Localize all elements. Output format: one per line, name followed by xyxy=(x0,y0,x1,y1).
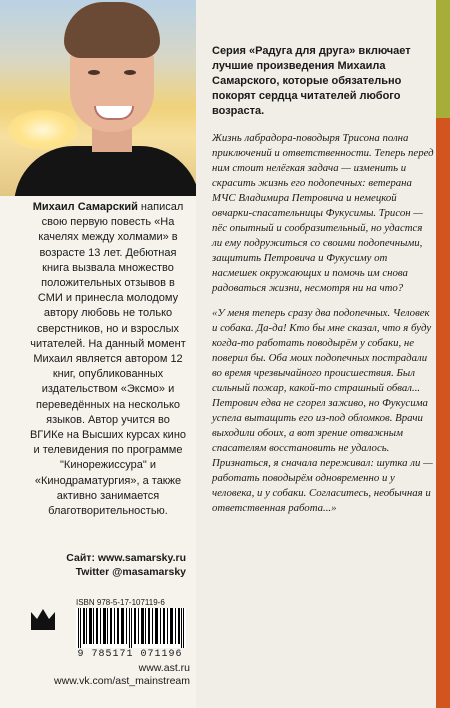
right-column xyxy=(212,44,434,516)
author-name: Михаил Самарский xyxy=(32,201,138,213)
author-bio-text: написал свою первую повесть «На качелях между холмами» в возрасте 13 лет. Дебютная книга вызвала множество положительных отзывов в СМИ и принесла молодому автору любовь не только сверстников, но и взрослых читателей. На данный момент Михаил является автором 12 книг, опубликованных издательством «Эксмо» и переведённых на несколько языков. Автор учится во ВГИКе на Высших курсах кино и телевидения по программе "Кинорежиссура" и «Кинодраматургия», а также активно занимается благотворительностью. xyxy=(29,201,187,518)
book-excerpt: «У меня теперь сразу два подопечных. Человек и собака. Да-да! Кто бы мне сказал, что я буду когда-то работать поводырём у собаки, не поверил бы. Оба моих подопечных пострадали во время чрезвычайного происшествия. Был сильный пожар, какой-то страшный обвал... Петрович едва не сгорел заживо, но Фукусима успела вытащить его из-под обломков. Врачи выходили обоих, а вот зрение отважным спасателям восстановить не удалось. Признаться, я сначала переживал: шутка ли — работать поводырём одновременно и у человека, и у собаки. Согласитесь, необычная и ответственная работа...» xyxy=(212,307,433,514)
barcode-number: 9 785171 071196 xyxy=(77,649,183,660)
isbn-label: ISBN 978-5-17-107119-6 xyxy=(76,598,165,607)
barcode-icon xyxy=(76,608,186,648)
publisher-urls xyxy=(0,662,190,688)
author-shirt xyxy=(14,146,196,196)
author-contacts xyxy=(0,551,196,579)
author-twitter-link[interactable]: Twitter @masamarsky xyxy=(75,566,186,578)
series-description: Серия «Радуга для друга» включает лучшие произведения Михаила Самарского, которые обязательно покорят сердца читателей любого возраста. xyxy=(212,45,411,117)
publisher-site-link[interactable]: www.ast.ru xyxy=(138,662,190,674)
author-hair xyxy=(64,2,160,58)
book-annotation: Жизнь лабрадора-поводыря Трисона полна приключений и ответственности. Теперь перед ним стоит нелёгкая задача — изменить и скрасить жизнь его подопечных: ветерана МЧС Владимира Петровича и немецкой овчарки-спасательницы Фукусимы. Трисон — пёс опытный и сообразительный, но удастся ли ему подружиться со своими подопечными, защитить Петровича и Фукусиму от насмешек окружающих и помочь им снова радоваться жизни, несмотря ни на что? xyxy=(212,132,434,294)
sun-glow xyxy=(8,110,78,150)
author-bio xyxy=(28,200,188,519)
publisher-vk-link[interactable]: www.vk.com/ast_mainstream xyxy=(54,675,190,687)
author-eye-left xyxy=(88,70,100,75)
edge-stripe-green xyxy=(436,0,450,118)
left-column xyxy=(0,0,196,708)
author-site-link[interactable]: Сайт: www.samarsky.ru xyxy=(66,552,186,564)
author-photo xyxy=(0,0,196,196)
author-eye-right xyxy=(124,70,136,75)
publisher-crown-icon xyxy=(30,606,56,632)
